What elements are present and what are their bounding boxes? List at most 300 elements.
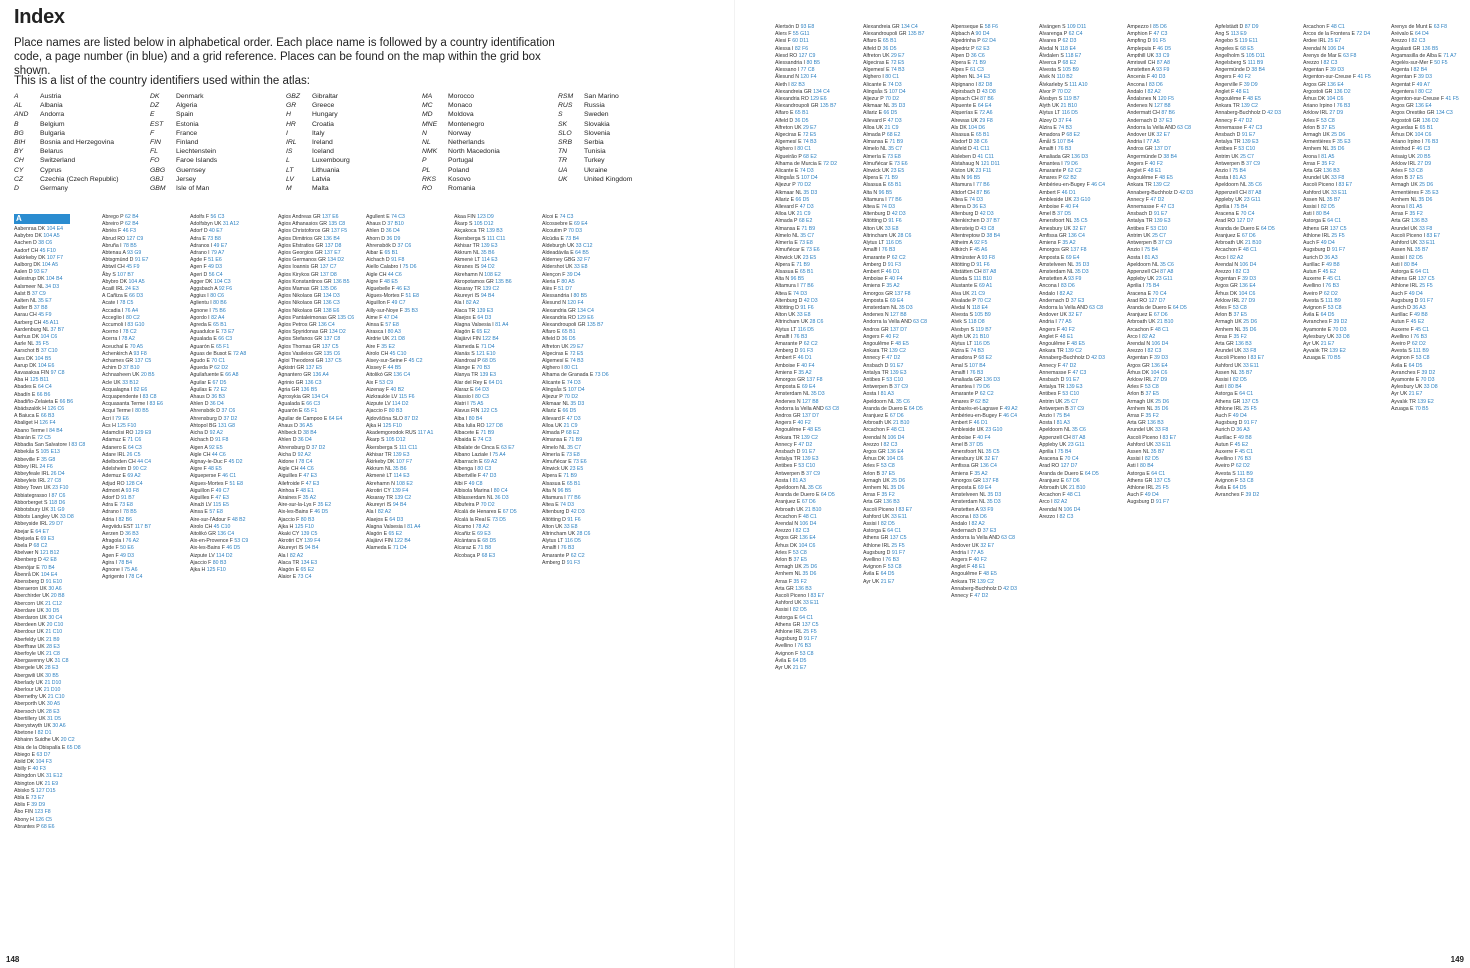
page-grid-ref: 64 D3 xyxy=(475,386,489,393)
index-entry xyxy=(951,471,1035,478)
place-name: Anzio I xyxy=(1127,247,1145,254)
page-grid-ref: 48 C1 xyxy=(1330,24,1345,30)
page-grid-ref: 83 E7 xyxy=(810,593,825,600)
place-name: Arras F xyxy=(1127,412,1146,419)
place-name: Akropotamos GR xyxy=(454,278,496,285)
place-name: Ambert F xyxy=(951,420,974,427)
place-name: Amorgos GR xyxy=(951,477,983,484)
page-grid-ref: 83 D6 xyxy=(1060,283,1075,290)
page-grid-ref: 135 C6 xyxy=(337,314,355,321)
right-page xyxy=(735,0,1470,968)
place-name: Aba H xyxy=(14,377,30,384)
place-name: Aiguillon F xyxy=(366,300,392,307)
country-name: North Macedonia xyxy=(448,148,500,156)
index-entry xyxy=(863,399,947,406)
place-name: Århus DK xyxy=(775,542,799,549)
index-entry xyxy=(951,110,1035,117)
page-grid-ref: 75 A4 xyxy=(492,451,506,458)
page-grid-ref: 80 B3 xyxy=(300,516,315,523)
index-entry xyxy=(454,358,538,365)
page-grid-ref: 118 D8 xyxy=(968,319,985,326)
page-grid-ref: 111 B9 xyxy=(1325,297,1341,304)
place-name: Alessa I xyxy=(775,45,795,52)
place-name: Åmål S xyxy=(1039,139,1058,146)
place-name: Alcalá de Henares E xyxy=(454,509,503,516)
index-entry xyxy=(1303,53,1387,60)
index-entry xyxy=(102,567,186,574)
place-name: Århus DK xyxy=(1127,369,1151,376)
index-entry xyxy=(775,38,859,45)
page-grid-ref: 114 E3 xyxy=(393,473,410,480)
index-entry xyxy=(775,442,859,449)
page-grid-ref: 35 D3 xyxy=(986,499,1001,506)
country-name: Bulgaria xyxy=(40,129,65,137)
index-entry xyxy=(454,502,538,509)
page-grid-ref: 69 E4 xyxy=(977,485,992,491)
country-code: F xyxy=(150,129,155,137)
place-name: Annecy F xyxy=(775,441,799,448)
page-grid-ref: 96 B5 xyxy=(966,175,981,182)
place-name: Agnone I xyxy=(190,307,213,314)
country-row xyxy=(14,138,150,147)
place-name: Athlone IRL xyxy=(775,629,804,636)
place-name: Alagón E xyxy=(366,530,389,537)
place-name: Ainsa E xyxy=(190,509,210,516)
place-name: Assisi I xyxy=(1391,254,1409,261)
index-entry xyxy=(1039,413,1123,420)
page-grid-ref: 25 F5 xyxy=(891,542,905,549)
page-grid-ref: 136 C4 xyxy=(980,463,997,470)
index-entry xyxy=(14,557,98,564)
country-name: Ireland xyxy=(312,139,333,147)
index-entry xyxy=(951,334,1035,341)
index-entry xyxy=(542,344,626,351)
index-entry xyxy=(775,154,859,161)
page-grid-ref: 35 F2 xyxy=(881,492,895,499)
index-entry xyxy=(14,709,98,716)
index-entry xyxy=(775,456,859,463)
index-entry xyxy=(102,250,186,257)
index-entry xyxy=(1127,204,1211,211)
country-code: E xyxy=(150,111,155,119)
page-grid-ref: 72 C5 xyxy=(37,434,51,441)
page-grid-ref: 73 E6 xyxy=(573,458,587,465)
page-grid-ref: 48 C1 xyxy=(1066,492,1081,499)
place-name: Arundel UK xyxy=(1127,427,1155,434)
page-grid-ref: 105 B9 xyxy=(974,312,991,319)
place-name: Aveiro P xyxy=(1215,463,1236,470)
country-row xyxy=(422,138,558,147)
index-entry xyxy=(454,401,538,408)
index-entry xyxy=(278,416,362,423)
page-grid-ref: 65 B1 xyxy=(1419,124,1434,131)
page-grid-ref: 51 E8 xyxy=(405,293,420,300)
index-entry xyxy=(1215,442,1299,449)
page-grid-ref: 116 D5 xyxy=(1061,110,1078,117)
page-grid-ref: 64 D5 xyxy=(820,492,835,499)
index-entry xyxy=(454,380,538,387)
place-name: Andorra la Vella AND xyxy=(1127,124,1178,131)
country-row xyxy=(150,120,286,129)
page-grid-ref: 48 E5 xyxy=(1071,340,1085,347)
index-entry xyxy=(951,449,1035,456)
page-grid-ref: 70 D2 xyxy=(885,96,899,103)
page-grid-ref: 27 D9 xyxy=(1329,110,1344,117)
place-name: Aix F xyxy=(366,379,380,386)
index-entry xyxy=(863,240,947,247)
country-row xyxy=(422,175,558,184)
place-name: Armagh UK xyxy=(1303,132,1332,139)
page-grid-ref: 21 B10 xyxy=(1060,103,1078,110)
place-name: Auch F xyxy=(1391,290,1409,297)
index-entry xyxy=(542,308,626,315)
index-entry xyxy=(951,190,1035,197)
place-name: Ayr UK xyxy=(1303,340,1321,347)
place-name: Abiego E xyxy=(14,751,37,758)
page-grid-ref: 45 D2 xyxy=(228,458,243,465)
page-grid-ref: 65 E2 xyxy=(300,566,315,573)
page-grid-ref: 70 C1 xyxy=(211,358,226,365)
place-name: Aignay-le-Duc F xyxy=(190,458,229,465)
index-entry xyxy=(190,430,274,437)
index-entry xyxy=(278,538,362,545)
page-grid-ref: 65 B1 xyxy=(882,38,897,45)
place-name: Abaliget H xyxy=(14,420,40,427)
place-name: Alpignano I xyxy=(951,81,979,88)
place-name: Ayamonte E xyxy=(1303,326,1333,333)
place-name: Apeldoorn NL xyxy=(1215,182,1248,189)
index-entry xyxy=(951,46,1035,53)
place-name: Aracena E xyxy=(1127,290,1153,297)
place-name: Almelo NL xyxy=(863,146,889,153)
page-grid-ref: 129 E9 xyxy=(134,430,152,437)
place-name: Aicha D xyxy=(190,430,210,437)
index-entry xyxy=(1303,355,1387,362)
place-name: Argos GR xyxy=(1215,283,1240,290)
country-code: MNE xyxy=(422,120,438,128)
page-grid-ref: 139 C2 xyxy=(482,286,500,293)
index-entry xyxy=(14,637,98,644)
index-entry xyxy=(1215,348,1299,355)
place-name: Alderney GBG xyxy=(542,257,577,264)
page-grid-ref: 65 F1 xyxy=(215,343,230,350)
place-name: Aosta I xyxy=(775,477,793,484)
page-grid-ref: 21 B10 xyxy=(893,420,910,427)
page-grid-ref: 90 C2 xyxy=(132,466,147,473)
index-entry xyxy=(775,485,859,492)
place-name: Aix-en-Provence F xyxy=(190,538,235,545)
place-name: Azuaga E xyxy=(1303,355,1327,362)
country-code: CZ xyxy=(14,175,24,183)
index-entry xyxy=(278,553,362,560)
place-name: Acerra I xyxy=(102,336,122,343)
page-grid-ref: 136 B3 xyxy=(795,585,812,592)
country-list-intro: This is a list of the country identifiers used within the atlas: xyxy=(14,75,310,87)
index-entry xyxy=(366,394,450,401)
index-entry xyxy=(775,175,859,182)
place-name: Aigre F xyxy=(366,278,385,285)
place-name: Alnwick UK xyxy=(775,254,803,261)
page-grid-ref: 116 D5 xyxy=(797,326,814,333)
place-name: Ahrensburg D xyxy=(278,444,312,451)
index-column xyxy=(863,24,947,954)
index-entry xyxy=(102,286,186,293)
index-entry xyxy=(366,473,450,480)
index-entry xyxy=(1039,291,1123,298)
page-grid-ref: 82 C3 xyxy=(883,441,898,448)
place-name: Ahorn D xyxy=(366,235,387,242)
page-grid-ref: 82 D5 xyxy=(1144,456,1159,463)
page-grid-ref: 94 B4 xyxy=(304,545,319,552)
index-entry xyxy=(951,247,1035,254)
place-name: Andover UK xyxy=(951,542,981,549)
index-entry xyxy=(775,110,859,117)
place-name: Abbots Langley UK xyxy=(14,514,60,521)
place-name: Ahtopol BG xyxy=(190,422,218,429)
page-grid-ref: 64 C4 xyxy=(37,384,52,391)
page-grid-ref: 66 B6 xyxy=(36,391,51,398)
page-grid-ref: 136 E4 xyxy=(1327,81,1344,88)
index-entry xyxy=(14,240,98,247)
index-entry xyxy=(14,701,98,708)
place-name: Aigle CH xyxy=(278,466,300,473)
page-grid-ref: 82 C3 xyxy=(1147,348,1162,355)
place-name: Alpuente E xyxy=(951,103,978,110)
place-name: Arcachon F xyxy=(863,427,891,434)
page-grid-ref: 68 E3 xyxy=(481,552,496,559)
index-entry xyxy=(102,553,186,560)
place-name: Abisko S xyxy=(14,787,36,794)
page-grid-ref: 91 F3 xyxy=(887,261,902,268)
page-grid-ref: 139 E3 xyxy=(1066,384,1083,391)
page-grid-ref: 137 E5 xyxy=(305,365,323,372)
index-entry xyxy=(366,401,450,408)
place-name: Aberdeen UK xyxy=(14,622,47,629)
place-name: Altenkirchen D xyxy=(951,218,987,225)
country-name: Faroe Islands xyxy=(176,157,218,165)
place-name: Aadorf CH xyxy=(14,247,40,254)
country-code: PL xyxy=(422,166,431,174)
place-name: Aveiro P xyxy=(1303,290,1324,297)
page-grid-ref: 45 E2 xyxy=(1322,268,1337,275)
page-grid-ref: 45 E2 xyxy=(1234,441,1249,448)
index-entry xyxy=(775,384,859,391)
country-row xyxy=(422,120,558,129)
index-entry xyxy=(1391,146,1470,153)
page-grid-ref: 49 C7 xyxy=(391,300,406,307)
index-entry xyxy=(775,139,859,146)
place-name: Arad RO xyxy=(1215,218,1237,225)
place-name: Ainaži LV xyxy=(190,502,213,509)
page-grid-ref: 53 C10 xyxy=(1062,391,1080,398)
page-grid-ref: 37 D5 xyxy=(969,441,984,448)
country-column xyxy=(150,92,286,193)
country-name: Iceland xyxy=(312,148,334,156)
page-grid-ref: 78 A2 xyxy=(121,336,135,343)
index-entry xyxy=(1391,89,1470,96)
page-grid-ref: 47 C3 xyxy=(1248,124,1263,131)
place-name: Alcúdia E xyxy=(542,235,566,242)
place-name: Argos GR xyxy=(1127,362,1152,369)
page-grid-ref: 71 B9 xyxy=(568,437,583,444)
country-name: Czechia (Czech Republic) xyxy=(40,175,119,183)
page-grid-ref: 76 B3 xyxy=(885,557,899,564)
index-entry xyxy=(1215,132,1299,139)
page-number-left: 148 xyxy=(6,955,20,964)
place-name: Adanero E xyxy=(102,444,128,451)
place-name: Ahrensbök D xyxy=(190,408,222,415)
index-entry xyxy=(1303,283,1387,290)
place-name: Anzio I xyxy=(1039,412,1057,419)
page-grid-ref: 136 A4 xyxy=(312,372,329,379)
index-entry xyxy=(14,622,98,629)
index-entry xyxy=(278,423,362,430)
index-entry xyxy=(1127,283,1211,290)
place-name: Alghero I xyxy=(863,74,886,81)
page-grid-ref: 35 F2 xyxy=(793,578,807,585)
index-entry xyxy=(190,236,274,243)
page-grid-ref: 25 F5 xyxy=(1155,485,1169,491)
page-grid-ref: 37 B10 xyxy=(387,221,404,228)
place-name: Alajärvi FIN xyxy=(454,336,483,343)
index-entry xyxy=(366,322,450,329)
place-name: Alunda S xyxy=(951,276,974,283)
page-grid-ref: 25 F5 xyxy=(803,629,817,636)
place-name: Aranda de Duero E xyxy=(863,405,909,412)
page-grid-ref: 74 D3 xyxy=(887,81,902,88)
index-entry xyxy=(190,300,274,307)
page-grid-ref: 21 C12 xyxy=(45,600,62,607)
place-name: Angoulême F xyxy=(775,427,808,434)
place-name: Ambérieu-en-Bugey F xyxy=(951,412,1004,419)
page-grid-ref: 51 D7 xyxy=(558,286,572,293)
country-code: MC xyxy=(422,102,433,110)
place-name: Andalo I xyxy=(1127,88,1148,95)
page-grid-ref: 125 B11 xyxy=(29,377,49,384)
index-entry xyxy=(190,416,274,423)
page-grid-ref: 29 E7 xyxy=(802,124,817,131)
page-grid-ref: 131 G8 xyxy=(217,422,236,429)
page-grid-ref: 25 F5 xyxy=(1419,283,1433,290)
index-entry xyxy=(190,264,274,271)
place-name: Arundel UK xyxy=(1391,225,1419,232)
page-grid-ref: 91 E7 xyxy=(1153,211,1168,218)
place-name: Antwerpen B xyxy=(1039,405,1071,412)
index-entry xyxy=(1127,240,1211,247)
place-name: Amalfi I xyxy=(542,545,561,552)
place-name: Alkmaar NL xyxy=(863,103,892,110)
place-name: Aigle CH xyxy=(190,451,212,458)
index-entry xyxy=(14,312,98,319)
place-name: Allariz E xyxy=(775,196,796,203)
page-grid-ref: 94 B4 xyxy=(392,502,407,509)
page-grid-ref: 114 D2 xyxy=(392,401,409,408)
index-entry xyxy=(366,524,450,531)
index-entry xyxy=(1039,399,1123,406)
country-name: Poland xyxy=(448,166,470,174)
place-name: Angoulême F xyxy=(1215,96,1248,103)
index-entry xyxy=(1215,74,1299,81)
place-name: Ajka H xyxy=(278,523,295,530)
index-entry xyxy=(1391,233,1470,240)
index-entry xyxy=(190,437,274,444)
index-entry xyxy=(190,473,274,480)
place-name: Alertsön D xyxy=(775,24,801,30)
index-entry xyxy=(14,694,98,701)
place-name: Andover UK xyxy=(1039,312,1069,319)
index-entry xyxy=(775,247,859,254)
index-entry xyxy=(775,291,859,298)
place-name: Annecy F xyxy=(1127,196,1151,203)
page-grid-ref: 35 B7 xyxy=(1238,369,1253,376)
index-entry xyxy=(190,408,274,415)
place-name: Ahlen D xyxy=(278,437,298,444)
index-entry xyxy=(14,615,98,622)
country-column xyxy=(286,92,422,193)
index-entry xyxy=(951,420,1035,427)
place-name: Albufeira P xyxy=(454,502,481,509)
index-entry xyxy=(14,392,98,399)
index-entry xyxy=(1039,420,1123,427)
place-name: Arnhem NL xyxy=(775,571,803,578)
place-name: Alvor P xyxy=(1039,88,1058,95)
index-entry xyxy=(278,509,362,516)
index-entry xyxy=(951,89,1035,96)
page-grid-ref: 37 F4 xyxy=(1058,117,1072,124)
index-entry xyxy=(1039,175,1123,182)
page-grid-ref: 120 F4 xyxy=(800,74,817,81)
index-entry xyxy=(102,394,186,401)
page-grid-ref: 92 F6 xyxy=(218,286,233,293)
page-grid-ref: 31 A12 xyxy=(222,221,240,228)
index-entry xyxy=(102,300,186,307)
page-grid-ref: 137 D7 xyxy=(1154,146,1171,153)
index-entry xyxy=(863,60,947,67)
place-name: Assisi I xyxy=(863,521,881,528)
index-entry xyxy=(1391,82,1470,89)
index-entry xyxy=(14,766,98,773)
page-grid-ref: 80 C3 xyxy=(475,394,489,401)
page-grid-ref: 32 E7 xyxy=(980,542,994,549)
page-grid-ref: 21 C9 xyxy=(971,290,986,297)
place-name: Andria I xyxy=(951,549,971,556)
place-name: Altentreptow D xyxy=(951,232,987,239)
place-name: Alessandria I xyxy=(775,60,807,67)
index-entry xyxy=(1039,391,1123,398)
index-entry xyxy=(951,233,1035,240)
page-grid-ref: 46 D5 xyxy=(226,545,241,552)
place-name: Aguarón E xyxy=(278,408,304,415)
place-name: Aigen A xyxy=(190,444,210,451)
index-entry xyxy=(775,46,859,53)
country-code: GBG xyxy=(150,166,166,174)
country-name: San Marino xyxy=(584,93,619,100)
index-entry xyxy=(102,228,186,235)
page-grid-ref: 35 B7 xyxy=(1150,448,1165,455)
page-grid-ref: 62 E3 xyxy=(976,45,990,52)
place-name: Altamura I xyxy=(951,182,977,189)
index-entry xyxy=(863,571,947,578)
page-grid-ref: 63 F8 xyxy=(1433,24,1447,30)
place-name: Agios Nikolaos GR xyxy=(278,300,323,307)
page-grid-ref: 72 E2 xyxy=(213,386,227,393)
page-grid-ref: 49 A2 xyxy=(1004,405,1018,412)
place-name: Aranda de Duero E xyxy=(1215,225,1261,232)
place-name: Ademuz E xyxy=(102,473,128,480)
place-name: Ayr UK xyxy=(1391,391,1409,398)
index-entry xyxy=(14,370,98,377)
place-name: Amphion F xyxy=(1127,31,1154,38)
